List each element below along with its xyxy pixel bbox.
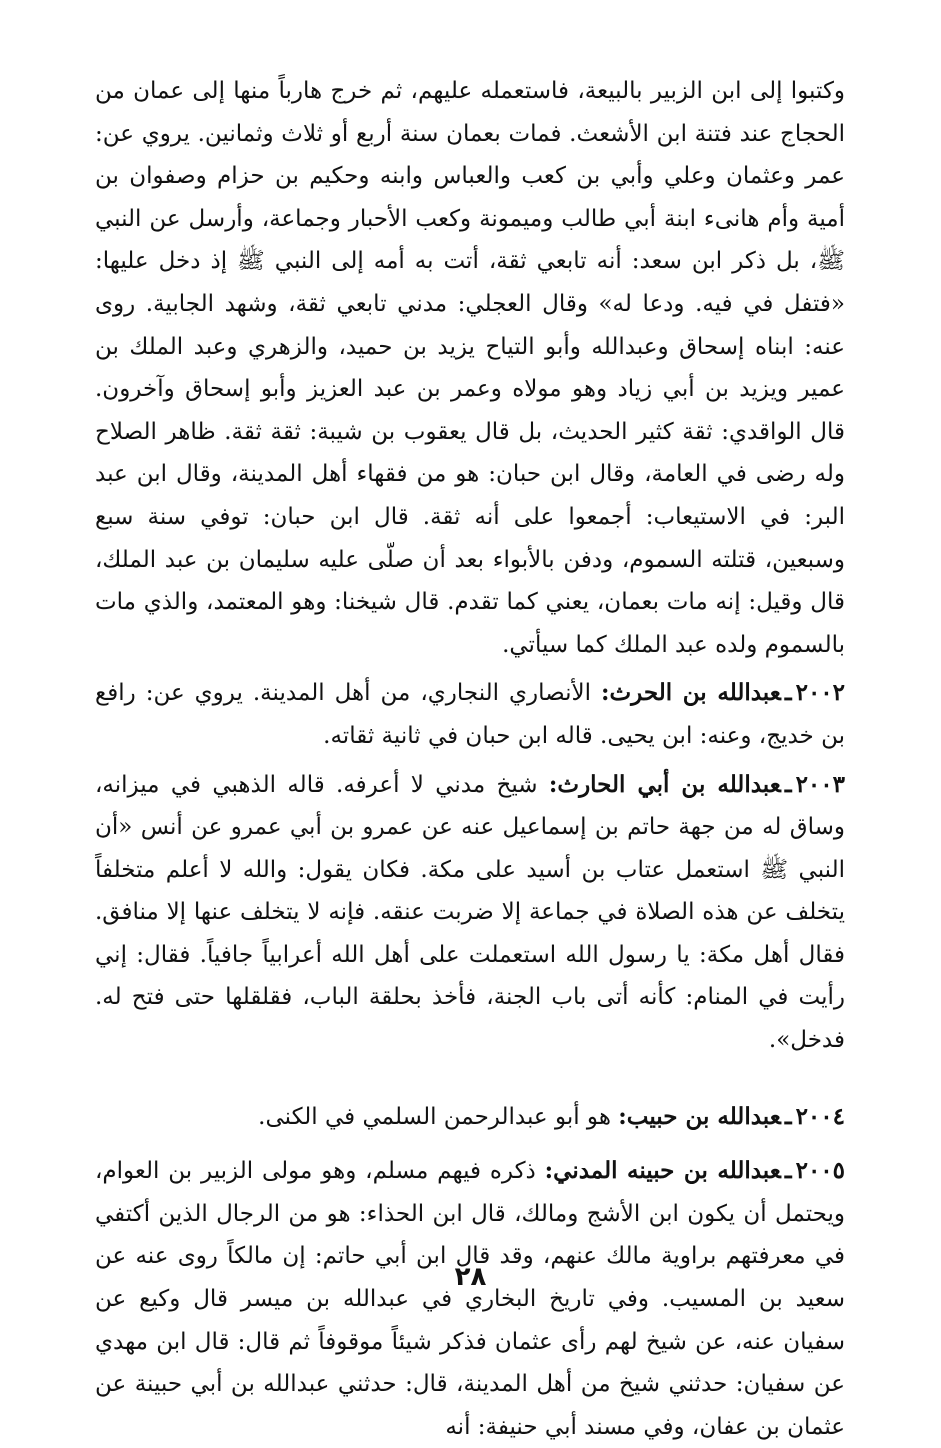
entry-2003	[95, 764, 845, 1062]
entry-name: عبدالله بن حبينه المدني:	[544, 1157, 781, 1185]
entry-2002	[95, 672, 845, 757]
entry-text: الأنصاري النجاري، من أهل المدينة. يروي عن: رافع بن خديج، وعنه: ابن يحيى. قاله ابن حبان في ثانية ثقاته.	[95, 680, 845, 749]
entry-number: ٢٠٠٥	[795, 1157, 846, 1185]
entry-dash: ـ	[784, 770, 792, 798]
entry-number: ٢٠٠٤	[795, 1102, 845, 1130]
page-number: ٢٨	[454, 1262, 487, 1292]
entry-text: هو أبو عبدالرحمن السلمي في الكنى.	[258, 1103, 611, 1130]
entry-text: ذكره فيهم مسلم، وهو مولى الزبير بن العوام، ويحتمل أن يكون ابن الأشج ومالك، قال ابن الحذاء: هو من الرجال الذين أكتفي في معرفتهم براوية مالك عنهم، وقد قال ابن أبي حاتم: إن مالكاً روى عنه عن سعيد بن المسيب. وفي تاريخ البخاري في عبدالله بن ميسر قال وكيع عن سفيان عنه، عن شيخ لهم رأى عثمان فذكر شيئاً موقوفاً ثم قال: قال ابن مهدي عن سفيان: حدثني شيخ من أهل المدينة، قال: حدثني عبدالله بن أبي حبينة عن عثمان بن عفان، وفي مسند أبي حنيفة: أنه	[95, 1158, 845, 1440]
entry-name: عبدالله بن الحرث:	[601, 679, 781, 707]
entry-dash: ـ	[784, 1157, 792, 1185]
entry-dash: ـ	[784, 1102, 792, 1130]
page-body	[95, 70, 845, 1448]
entry-name: عبدالله بن حبيب:	[618, 1102, 781, 1130]
entry-name: عبدالله بن أبي الحارث:	[548, 770, 781, 798]
entry-2004	[95, 1096, 845, 1139]
entry-dash: ـ	[784, 679, 792, 707]
entry-number: ٢٠٠٣	[795, 770, 845, 798]
entry-2005	[95, 1150, 845, 1448]
entry-number: ٢٠٠٢	[795, 679, 846, 707]
entry-text: شيخ مدني لا أعرفه. قاله الذهبي في ميزانه، وساق له من جهة حاتم بن إسماعيل عنه عن عمرو بن أبي عمرو عن أنس «أن النبي ﷺ استعمل عتاب بن أسيد على مكة. فكان يقول: والله لا أعلم متخلفاً يتخلف عن هذه الصلاة في جماعة إلا ضربت عنقه. فإنه لا يتخلف عنها إلا منافق. فقال أهل مكة: يا رسول الله استعملت على أهل الله أعرابياً جافياً. فقال: إني رأيت في المنام: كأنه أتى باب الجنة، فأخذ بحلقة الباب، فقلقلها حتى فتح له. فدخل».	[95, 771, 845, 1054]
intro-paragraph: وكتبوا إلى ابن الزبير بالبيعة، فاستعمله عليهم، ثم خرج هارباً منها إلى عمان من الحجاج عند فتنة ابن الأشعث. فمات بعمان سنة أربع أو ثلاث وثمانين. يروي عن: عمر وعثمان وعلي وأبي بن كعب والعباس وابنه وحكيم بن حزام وصفوان بن أمية وأم هانىء ابنة أبي طالب وميمونة وكعب الأحبار وجماعة، وأرسل عن النبي ﷺ، بل ذكر ابن سعد: أنه تابعي ثقة، أتت به أمه إلى النبي ﷺ إذ دخل عليها: «فتفل في فيه. ودعا له» وقال العجلي: مدني تابعي ثقة، وشهد الجابية. روى عنه: ابناه إسحاق وعبدالله وأبو التياح يزيد بن حميد، والزهري وعبد الملك بن عمير ويزيد بن أبي زياد وهو مولاه وعمر بن عبد العزيز وأبو إسحاق وآخرون. قال الواقدي: ثقة كثير الحديث، بل قال يعقوب بن شيبة: ثقة ثقة. ظاهر الصلاح وله رضى في العامة، وقال ابن حبان: هو من فقهاء أهل المدينة، وقال ابن عبد البر: في الاستيعاب: أجمعوا على أنه ثقة. قال ابن حبان: توفي سنة سبع وسبعين، قتلته السموم، ودفن بالأبواء بعد أن صلّى عليه سليمان بن عبد الملك، قال وقيل: إنه مات بعمان، يعني كما تقدم. قال شيخنا: وهو المعتمد، والذي مات بالسموم ولده عبد الملك كما سيأتي.	[95, 78, 845, 658]
